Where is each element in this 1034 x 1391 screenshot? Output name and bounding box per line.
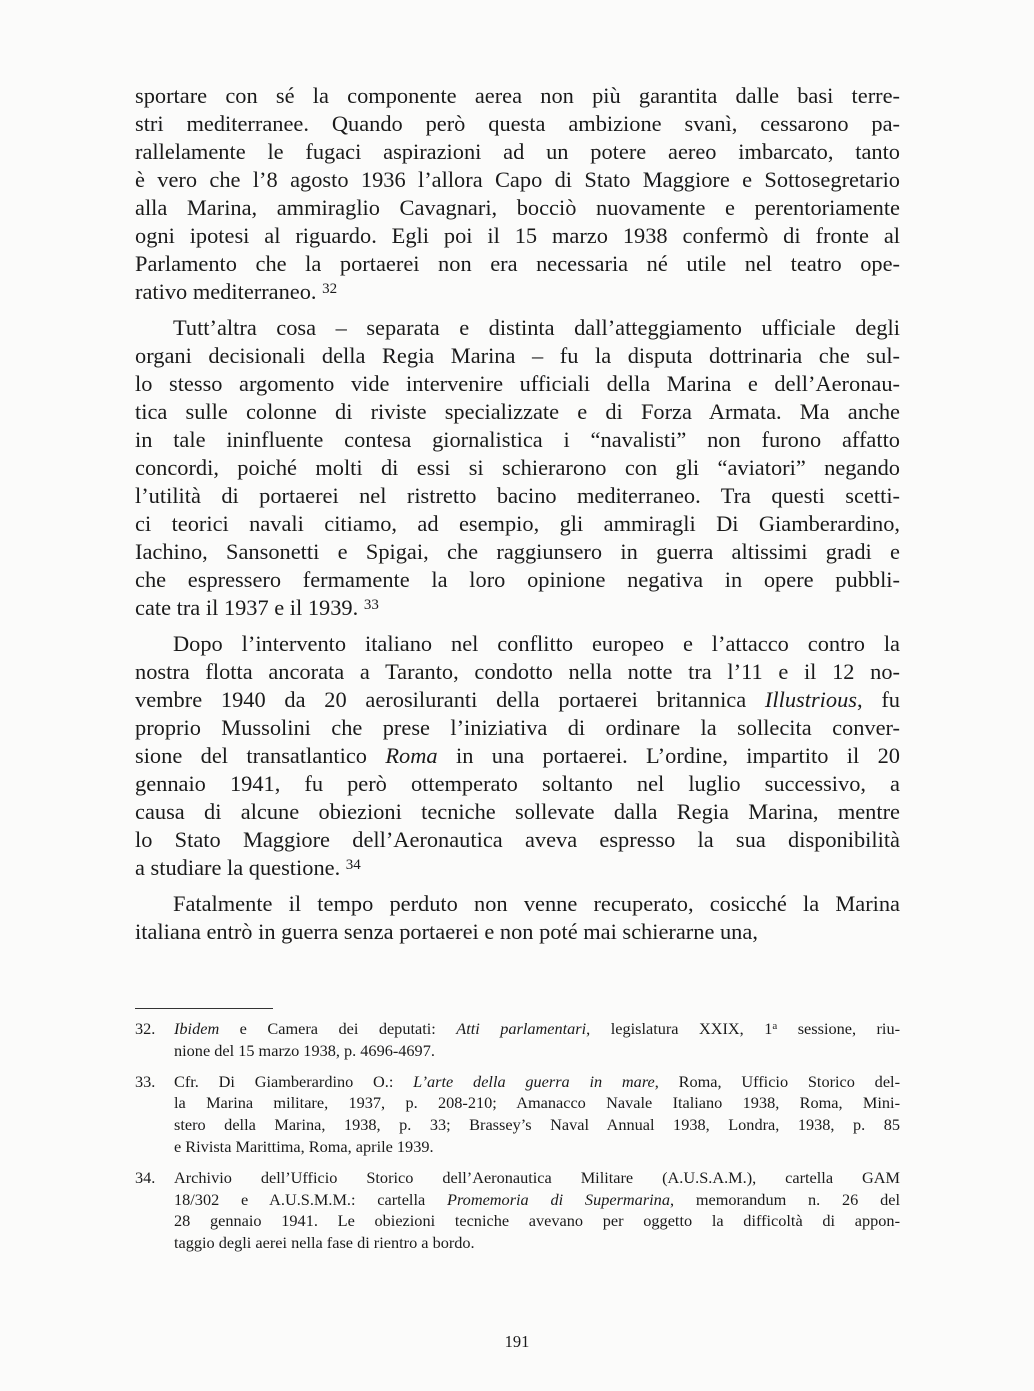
main-text [135,82,900,946]
footnote-reference: 33 [363,597,379,613]
footnote [135,1071,900,1158]
footnote [135,1018,900,1062]
footnote-line: Cfr. Di Giamberardino O.: L’arte della guerra in mare, Roma, Ufficio Storico del- [174,1071,900,1091]
text-line: rativo mediterraneo. $^{32}$ [135,279,338,304]
footnote-line: stero della Marina, 1938, p. 33; Brassey’s Naval Annual 1938, Londra, 1938, p. 85 [174,1115,900,1135]
paragraph [135,314,900,622]
text-line: sportare con sé la componente aerea non più garantita dalle basi terre- [135,83,900,108]
text-line: Dopo l’intervento italiano nel conflitto europeo e l’attacco contro la [173,631,900,656]
italic-text: Atti parlamentari [456,1019,587,1038]
text-line: lo stesso argomento vide intervenire ufficiali della Marina e dell’Aeronau- [135,371,900,396]
paragraph [135,890,900,946]
footnote-line: Archivio dell’Ufficio Storico dell’Aeronautica Militare (A.U.S.A.M.), cartella GAM [174,1167,900,1187]
text-line: stri mediterranee. Quando però questa ambizione svanì, cessarono pa- [135,111,900,136]
text-line: organi decisionali della Regia Marina – fu la disputa dottrinaria che sul- [135,343,900,368]
paragraph [135,630,900,882]
footnotes [135,1018,900,1263]
text-line: alla Marina, ammiraglio Cavagnari, bocciò nuovamente e perentoriamente [135,195,900,220]
italic-text: L’arte della guerra in mare [413,1071,655,1091]
footnote-line: nione del 15 marzo 1938, p. 4696-4697. [174,1040,435,1060]
footnote-line: e Rivista Marittima, Roma, aprile 1939. [174,1136,434,1156]
footnote-line: 18/302 e A.U.S.M.M.: cartella Promemoria di Supermarina, memorandum n. 26 del [174,1189,900,1209]
text-line: gennaio 1941, fu però ottemperato soltanto nel luglio successivo, a [135,771,900,796]
text-line: proprio Mussolini che prese l’iniziativa di ordinare la sollecita conver- [135,715,900,740]
footnote-line: la Marina militare, 1937, p. 208-210; Amanacco Navale Italiano 1938, Roma, Mini- [174,1093,900,1113]
footnote-number: 33. [135,1071,156,1091]
text-line: concordi, poiché molti di essi si schierarono con gli “aviatori” negando [135,455,900,480]
text-line: Iachino, Sansonetti e Spigai, che raggiunsero in guerra altissimi gradi e [135,539,900,564]
italic-text: Ibidem [174,1019,220,1038]
text-line: a studiare la questione. $^{34}$ [135,855,361,880]
footnote-line: taggio degli aerei nella fase di rientro a bordo. [174,1233,475,1253]
text-line: nostra flotta ancorata a Taranto, condotto nella notte tra l’11 e il 12 no- [135,659,900,684]
text-line: vembre 1940 da 20 aerosiluranti della portaerei britannica Illustrious, fu [135,687,900,712]
footnote-separator [135,1008,273,1009]
text-line: causa di alcune obiezioni tecniche sollevate dalla Regia Marina, mentre [135,799,900,824]
text-line: l’utilità di portaerei nel ristretto bacino mediterraneo. Tra questi scetti- [135,483,900,508]
page-number: 191 [504,1332,530,1351]
footnote [135,1167,900,1254]
text-line: ci teorici navali citiamo, ad esempio, gli ammiragli Di Giamberardino, [135,511,900,536]
text-line: Fatalmente il tempo perduto non venne recuperato, cosicché la Marina [173,891,900,916]
text-line: italiana entrò in guerra senza portaerei e non poté mai schierarne una, [135,919,758,944]
text-line: che espressero fermamente la loro opinione negativa in opere pubbli- [135,567,900,592]
footnote-number: 34. [135,1167,156,1187]
footnote-reference: 32 [322,281,338,297]
italic-text: Promemoria di Supermarina [447,1189,670,1209]
footnote-number: 32. [135,1019,156,1038]
superscript: a [772,1020,778,1032]
footnote-line: 28 gennaio 1941. Le obiezioni tecniche avevano per oggetto la difficoltà di appon- [174,1211,900,1231]
text-line: Parlamento che la portaerei non era necessaria né utile nel teatro ope- [135,251,900,276]
footnote-reference: 34 [345,857,361,873]
text-line: cate tra il 1937 e il 1939. $^{33}$ [135,595,379,620]
text-line: Tutt’altra cosa – separata e distinta dall’atteggiamento ufficiale degli [173,315,900,340]
text-line: in tale ininfluente contesa giornalistica i “navalisti” non furono affatto [135,427,900,452]
text-line: sione del transatlantico Roma in una portaerei. L’ordine, impartito il 20 [135,743,900,768]
text-line: lo Stato Maggiore dell’Aeronautica aveva espresso la sua disponibilità [135,827,900,852]
italic-text: Roma [385,743,438,768]
text-line: è vero che l’8 agosto 1936 l’allora Capo di Stato Maggiore e Sottosegretario [135,167,900,192]
text-line: rallelamente le fugaci aspirazioni ad un potere aereo imbarcato, tanto [135,139,900,164]
text-line: tica sulle colonne di riviste specializzate e di Forza Armata. Ma anche [135,399,900,424]
footnote-line: Ibidem e Camera dei deputati: Atti parlamentari, legislatura XXIX, 1$^a$ sessione, riu- [174,1019,901,1038]
text-line: ogni ipotesi al riguardo. Egli poi il 15 marzo 1938 confermò di fronte al [135,223,900,248]
italic-text: Illustrious [764,687,857,712]
paragraph [135,82,900,306]
